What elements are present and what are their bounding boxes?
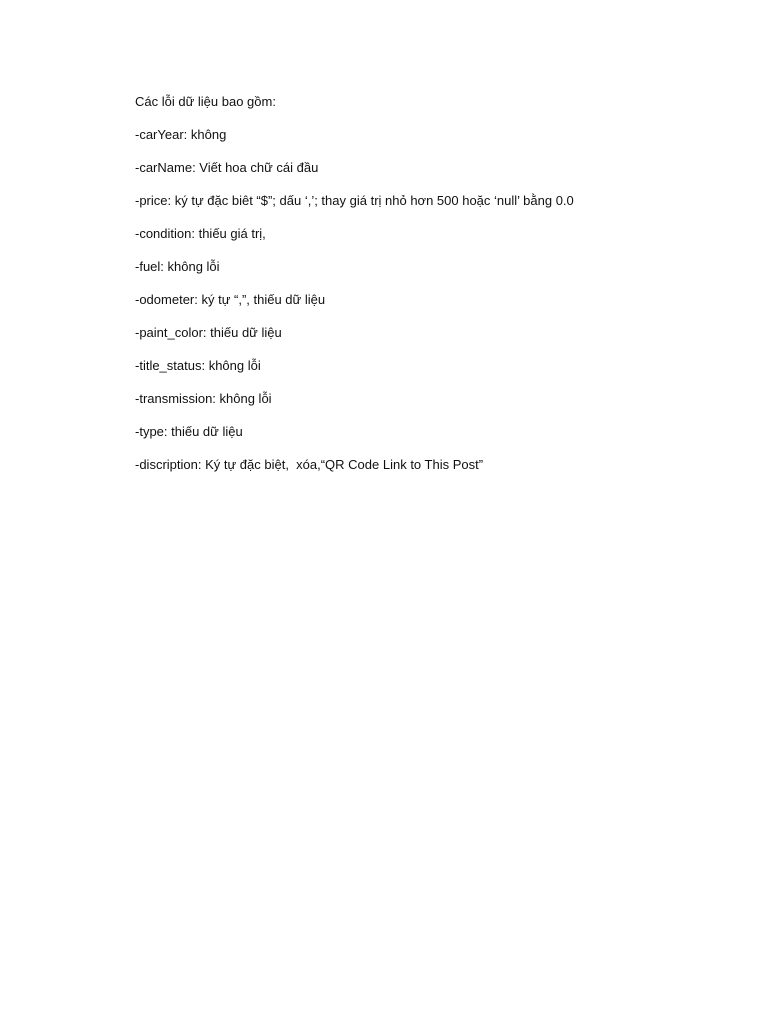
field-paint-color-note: -paint_color: thiếu dữ liệu: [135, 325, 282, 340]
field-fuel-note: -fuel: không lỗi: [135, 259, 220, 274]
field-price-note: -price: ký tự đặc biêt “$”; dấu ‘,’; thay giá trị nhỏ hơn 500 hoặc ‘null’ bằng 0.0: [135, 193, 574, 208]
field-description-note: -discription: Ký tự đặc biệt, xóa,“QR Code Link to This Post”: [135, 457, 484, 472]
field-carname-note: -carName: Viết hoa chữ cái đầu: [135, 160, 319, 175]
document-heading: Các lỗi dữ liệu bao gồm:: [135, 94, 276, 109]
field-caryear-note: -carYear: không: [135, 127, 227, 142]
field-condition-note: -condition: thiếu giá trị,: [135, 226, 266, 241]
field-odometer-note: -odometer: ký tự “,”, thiếu dữ liệu: [135, 292, 326, 307]
field-title-status-note: -title_status: không lỗi: [135, 358, 261, 373]
field-type-note: -type: thiếu dữ liệu: [135, 424, 243, 439]
field-transmission-note: -transmission: không lỗi: [135, 391, 272, 406]
document-body: [135, 91, 735, 487]
